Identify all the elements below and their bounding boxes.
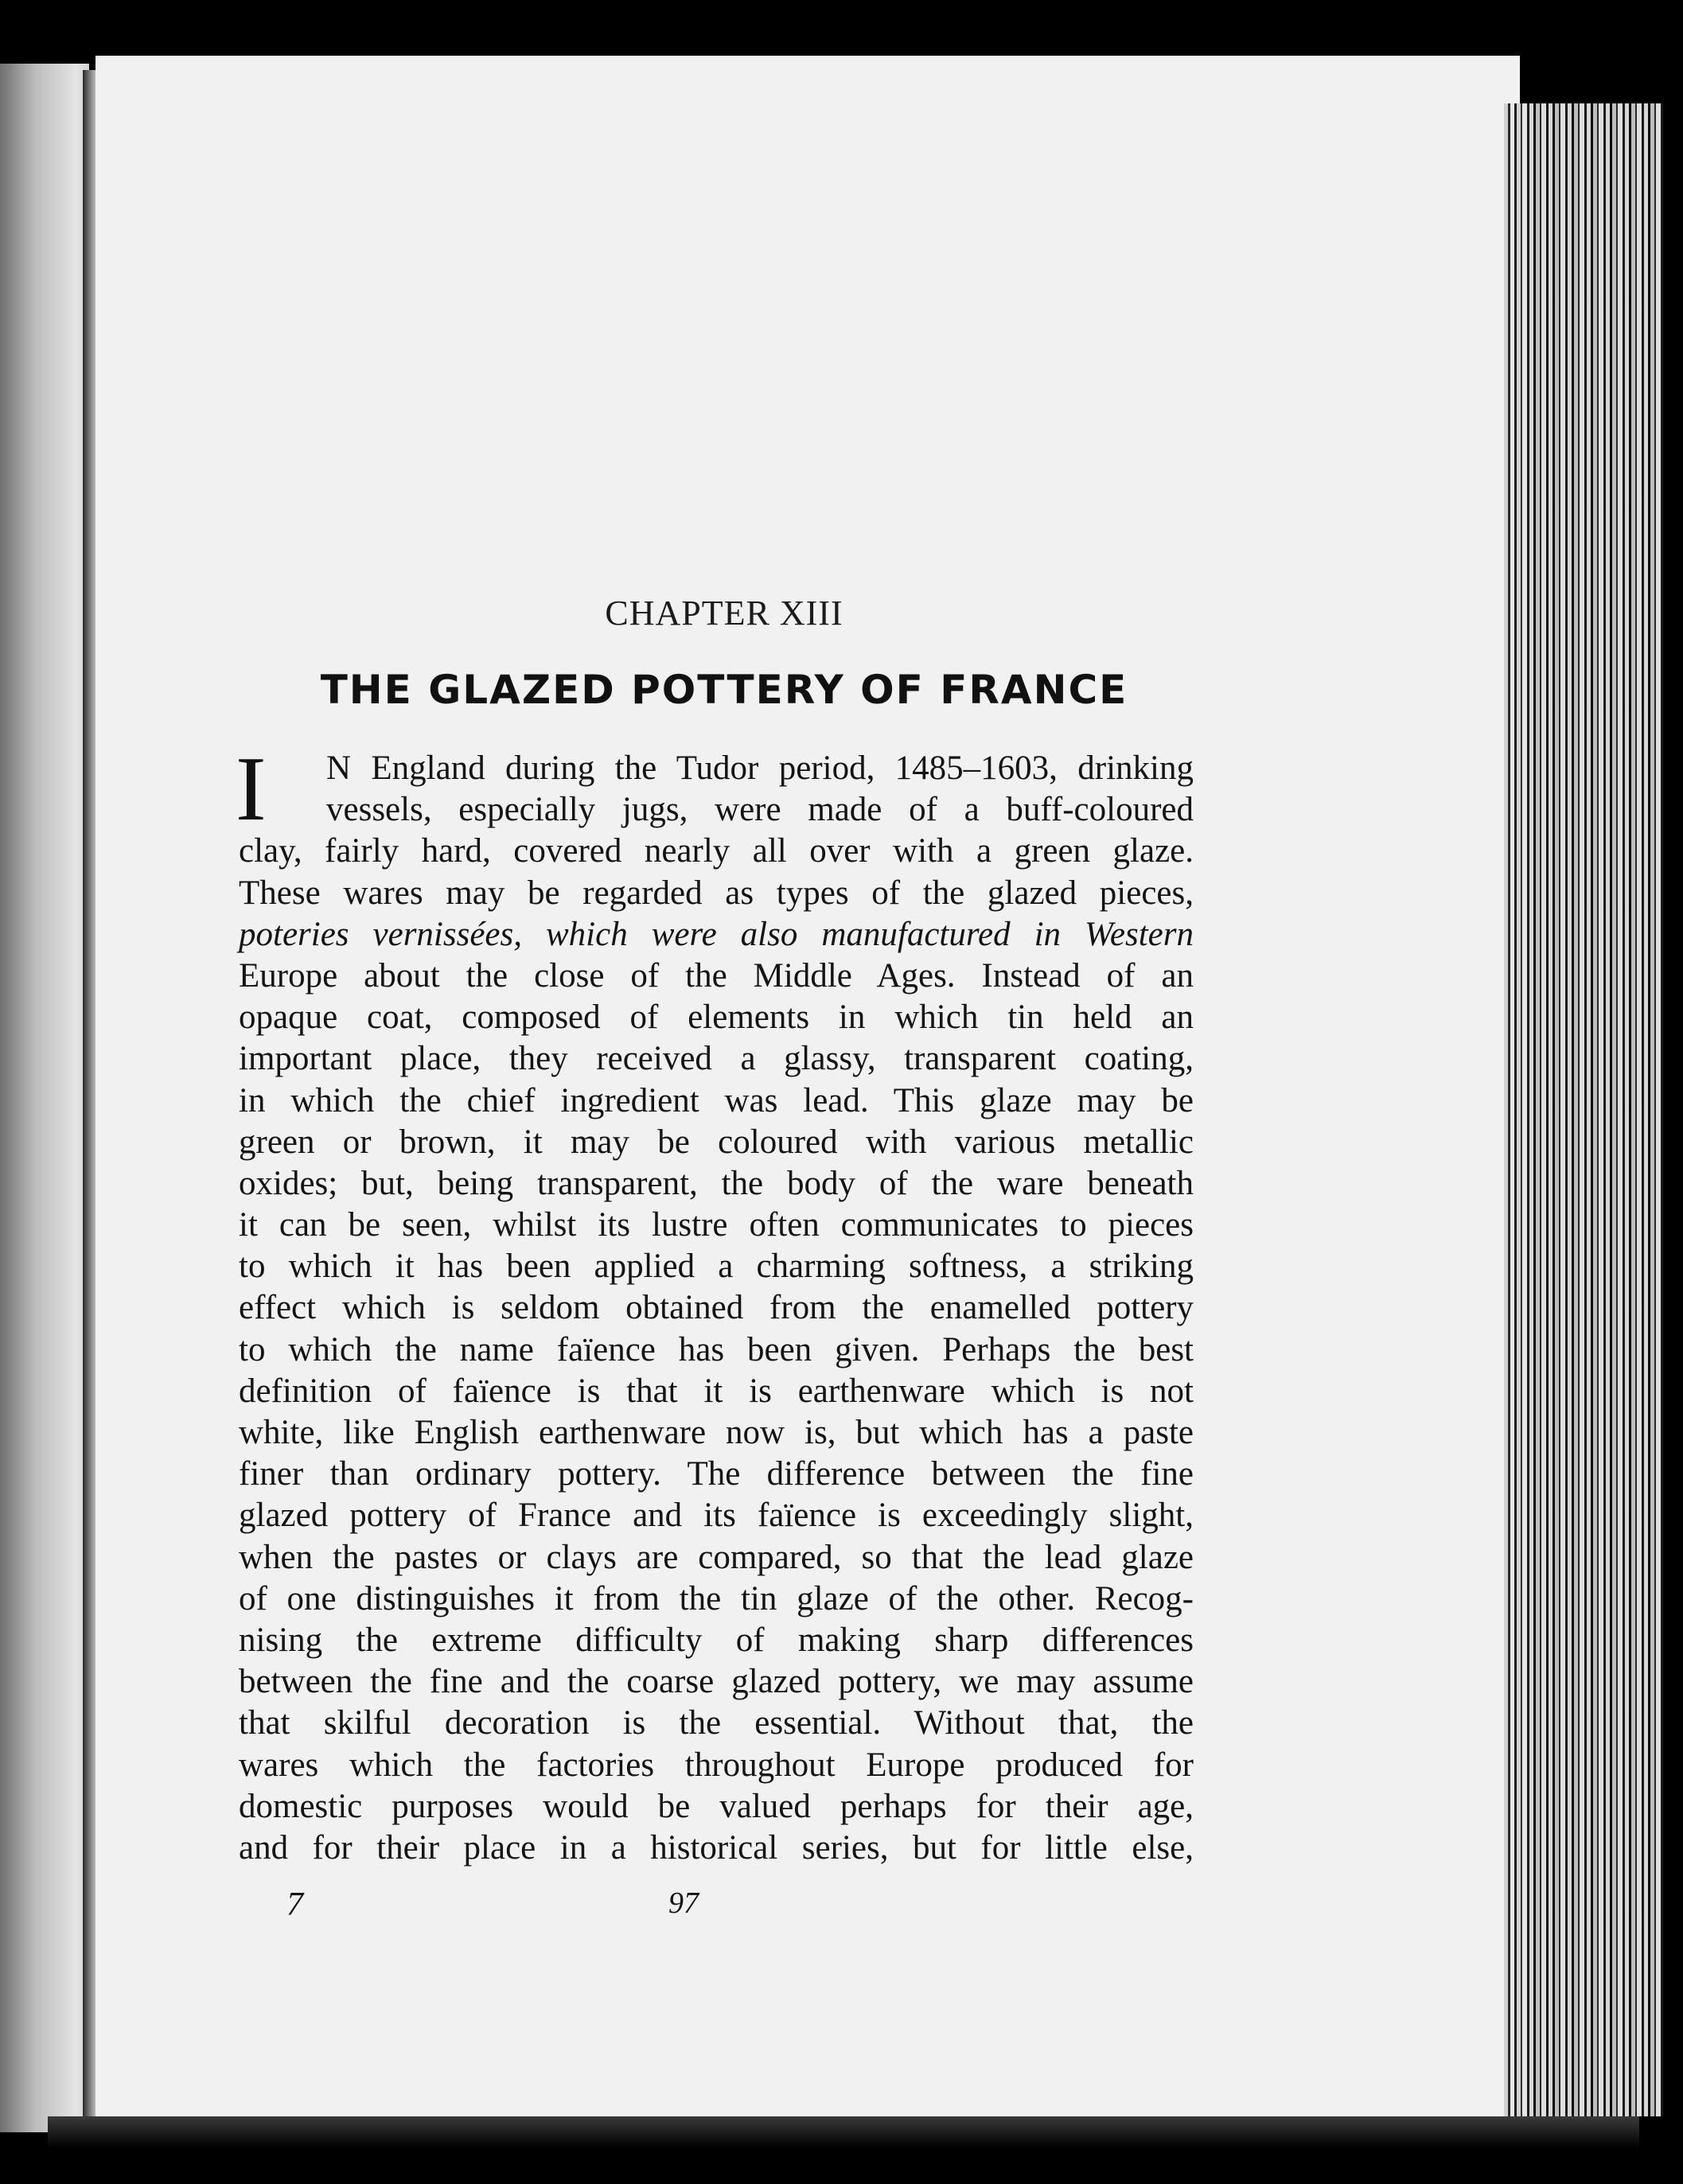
text-line: clay, fairly hard, covered nearly all over with a green glaze. (239, 832, 1194, 870)
signature-mark: 7 (286, 1886, 303, 1923)
text-line: glazed pottery of France and its faïence is exceedingly slight, (239, 1497, 1194, 1535)
text-line: important place, they received a glassy, transparent coating, (239, 1040, 1194, 1078)
chapter-heading: CHAPTER XIII (605, 594, 843, 633)
text-line: it can be seen, whilst its lustre often communicates to pieces (239, 1206, 1194, 1244)
text-line: wares which the factories throughout Europe produced for (239, 1746, 1194, 1784)
text-line: poteries vernissées, which were also manufactured in Western (239, 915, 1194, 953)
text-line: of one distinguishes it from the tin glaze of the other. Recog- (239, 1579, 1194, 1618)
text-line: These wares may be regarded as types of the glazed pieces, (239, 874, 1194, 912)
drop-cap: I (236, 738, 267, 840)
text-line: definition of faïence is that it is earthenware which is not (239, 1372, 1194, 1410)
text-line: oxides; but, being transparent, the body of the ware beneath (239, 1164, 1194, 1202)
text-line: finer than ordinary pottery. The difference between the fine (239, 1455, 1194, 1493)
text-line: between the fine and the coarse glazed pottery, we may assume (239, 1663, 1194, 1701)
text-line: nising the extreme difficulty of making sharp differences (239, 1621, 1194, 1659)
text-line: to which it has been applied a charming softness, a striking (239, 1248, 1194, 1286)
text-line: domestic purposes would be valued perhaps for their age, (239, 1787, 1194, 1825)
text-line: N England during the Tudor period, 1485–1603, drinking (326, 749, 1194, 787)
chapter-title: THE GLAZED POTTERY OF FRANCE (320, 667, 1128, 713)
page-number: 97 (668, 1886, 699, 1920)
text-line: white, like English earthenware now is, but which has a paste (239, 1414, 1194, 1451)
text-line: vessels, especially jugs, were made of a buff-coloured (326, 791, 1194, 829)
text-line: effect which is seldom obtained from the enamelled pottery (239, 1289, 1194, 1327)
left-page-edge (0, 64, 89, 2132)
text-line: Europe about the close of the Middle Ages. Instead of an (239, 956, 1194, 995)
page-fore-edge (1508, 103, 1663, 2116)
text-line: opaque coat, composed of elements in which tin held an (239, 999, 1194, 1037)
text-line: green or brown, it may be coloured with various metallic (239, 1123, 1194, 1161)
text-line: and for their place in a historical series, but for little else, (239, 1828, 1194, 1867)
body-text (239, 748, 1194, 1869)
text-line: that skilful decoration is the essential. Without that, the (239, 1704, 1194, 1742)
text-line: to which the name faïence has been given. Perhaps the best (239, 1330, 1194, 1368)
text-line: in which the chief ingredient was lead. This glaze may be (239, 1081, 1194, 1119)
text-line: when the pastes or clays are compared, so that the lead glaze (239, 1538, 1194, 1576)
book-bottom-edge (48, 2116, 1639, 2148)
